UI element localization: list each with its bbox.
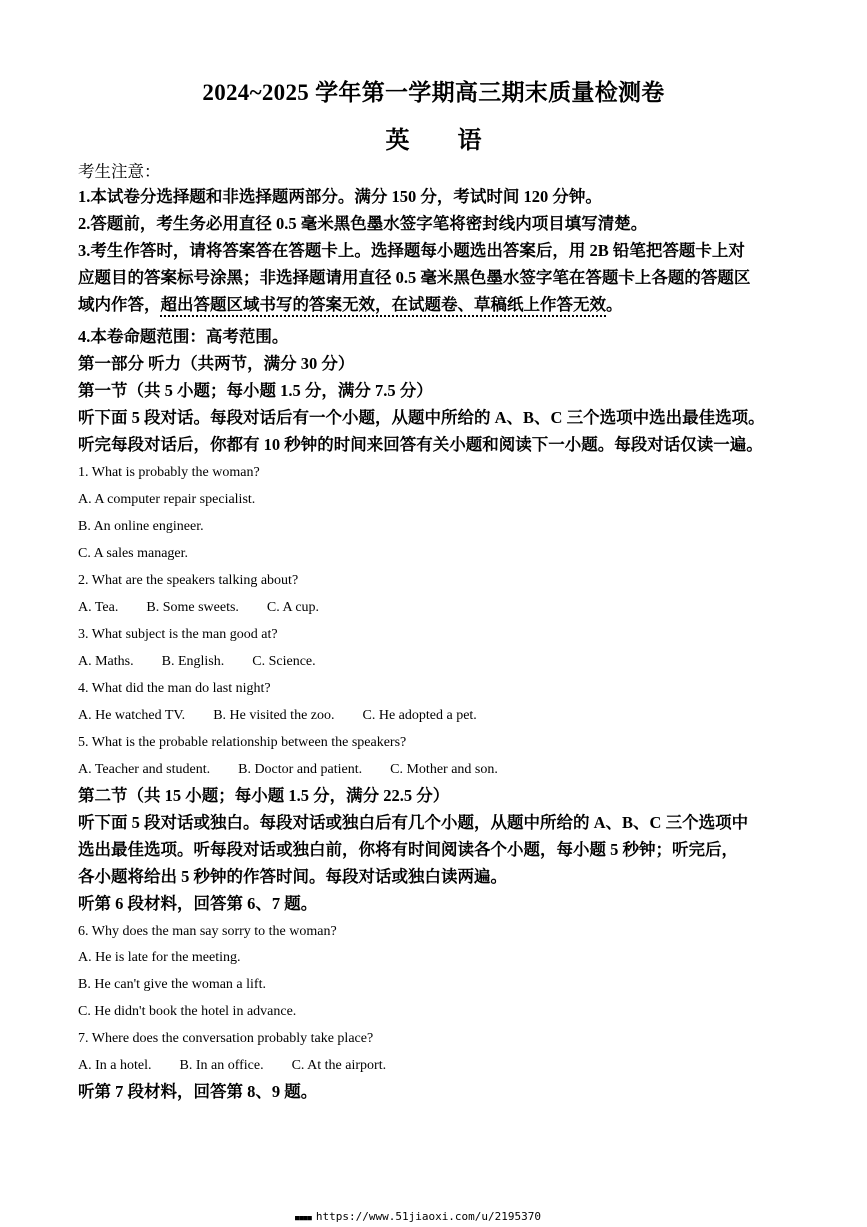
question-5-stem: 5. What is the probable relationship between the speakers? <box>78 735 407 750</box>
footer-url[interactable]: https://www.51jiaoxi.com/u/2195370 <box>315 1210 542 1223</box>
section2-heading: 第二节（共 15 小题；每小题 1.5 分，满分 22.5 分） <box>78 786 450 805</box>
question-7-options <box>78 1059 414 1073</box>
question-5-option-b: B. Doctor and patient. <box>238 762 363 777</box>
part1-heading: 第一部分 听力（共两节，满分 30 分） <box>78 354 355 373</box>
question-2-option-a: A. Tea. <box>78 600 119 615</box>
notice-heading: 考生注意： <box>78 162 161 181</box>
question-4-stem: 4. What did the man do last night? <box>78 681 271 696</box>
section2-instructions-line-3: 各小题将给出 5 秒钟的作答时间。每段对话或独白读两遍。 <box>78 867 507 886</box>
notice-item-2: 2.答题前，考生务必用直径 0.5 毫米黑色墨水签字笔将密封线内项目填写清楚。 <box>78 214 648 233</box>
question-2-option-c: C. A cup. <box>266 600 320 615</box>
question-5-option-c: C. Mother and son. <box>390 762 498 777</box>
question-4-options <box>78 709 505 723</box>
footer-watermark <box>295 1210 541 1223</box>
question-2-options <box>78 601 347 615</box>
question-6-stem: 6. Why does the man say sorry to the woman? <box>78 924 337 939</box>
question-1-option-b: B. An online engineer. <box>78 519 204 534</box>
question-3-options <box>78 655 344 669</box>
notice-item-3-line-3-start: 域内作答， <box>78 295 161 314</box>
question-5-options <box>78 763 526 777</box>
section2-instructions-line-2: 选出最佳选项。听每段对话或独白前，你将有时间阅读各个小题，每小题 5 秒钟；听完后， <box>78 840 738 859</box>
question-6-option-a: A. He is late for the meeting. <box>78 950 241 965</box>
notice-emphasis: 超出答题区域书写的答案无效，在试题卷、草稿纸上作答无效 <box>160 295 606 314</box>
question-4-option-c: C. He adopted a pet. <box>362 708 477 723</box>
exam-title: 2024~2025 学年第一学期高三期末质量检测卷 <box>202 80 665 105</box>
notice-item-3-line-2: 应题目的答案标号涂黑；非选择题请用直径 0.5 毫米黑色墨水签字笔在答题卡上各题的答题区 <box>78 268 751 287</box>
question-1-option-c: C. A sales manager. <box>78 546 189 561</box>
question-6-option-c: C. He didn't book the hotel in advance. <box>78 1004 297 1019</box>
material-6-heading: 听第 6 段材料，回答第 6、7 题。 <box>78 894 318 913</box>
question-7-option-c: C. At the airport. <box>291 1058 387 1073</box>
question-3-option-b: B. English. <box>161 654 225 669</box>
question-4-option-b: B. He visited the zoo. <box>213 708 335 723</box>
question-4-option-a: A. He watched TV. <box>78 708 186 723</box>
notice-item-3-line-3 <box>78 297 623 314</box>
question-5-option-a: A. Teacher and student. <box>78 762 211 777</box>
question-2-stem: 2. What are the speakers talking about? <box>78 573 299 588</box>
question-7-option-a: A. In a hotel. <box>78 1058 152 1073</box>
question-7-stem: 7. Where does the conversation probably take place? <box>78 1031 374 1046</box>
question-2-option-b: B. Some sweets. <box>146 600 239 615</box>
notice-item-4: 4.本卷命题范围：高考范围。 <box>78 327 289 346</box>
notice-item-3-line-3-end: 。 <box>606 295 623 314</box>
material-7-heading: 听第 7 段材料，回答第 8、9 题。 <box>78 1082 318 1101</box>
question-3-option-c: C. Science. <box>252 654 316 669</box>
notice-item-3-line-1: 3.考生作答时，请将答案答在答题卡上。选择题每小题选出答案后，用 2B 铅笔把答题卡上对 <box>78 241 745 260</box>
question-7-option-b: B. In an office. <box>179 1058 264 1073</box>
section1-heading: 第一节（共 5 小题；每小题 1.5 分，满分 7.5 分） <box>78 381 433 400</box>
question-3-option-a: A. Maths. <box>78 654 134 669</box>
question-1-stem: 1. What is probably the woman? <box>78 465 260 480</box>
notice-item-1: 1.本试卷分选择题和非选择题两部分。满分 150 分，考试时间 120 分钟。 <box>78 187 602 206</box>
question-3-stem: 3. What subject is the man good at? <box>78 627 278 642</box>
footer-mark: ■■■■ <box>295 1214 312 1222</box>
section2-instructions-line-1: 听下面 5 段对话或独白。每段对话或独白后有几个小题，从题中所给的 A、B、C 三个选项中 <box>78 813 749 832</box>
question-1-option-a: A. A computer repair specialist. <box>78 492 256 507</box>
section1-instructions-line-2: 听完每段对话后，你都有 10 秒钟的时间来回答有关小题和阅读下一小题。每段对话仅读一遍。 <box>78 435 763 454</box>
section1-instructions-line-1: 听下面 5 段对话。每段对话后有一个小题，从题中所给的 A、B、C 三个选项中选出最佳选项。 <box>78 408 765 427</box>
question-6-option-b: B. He can't give the woman a lift. <box>78 977 266 992</box>
subject-title: 英 语 <box>385 128 482 154</box>
